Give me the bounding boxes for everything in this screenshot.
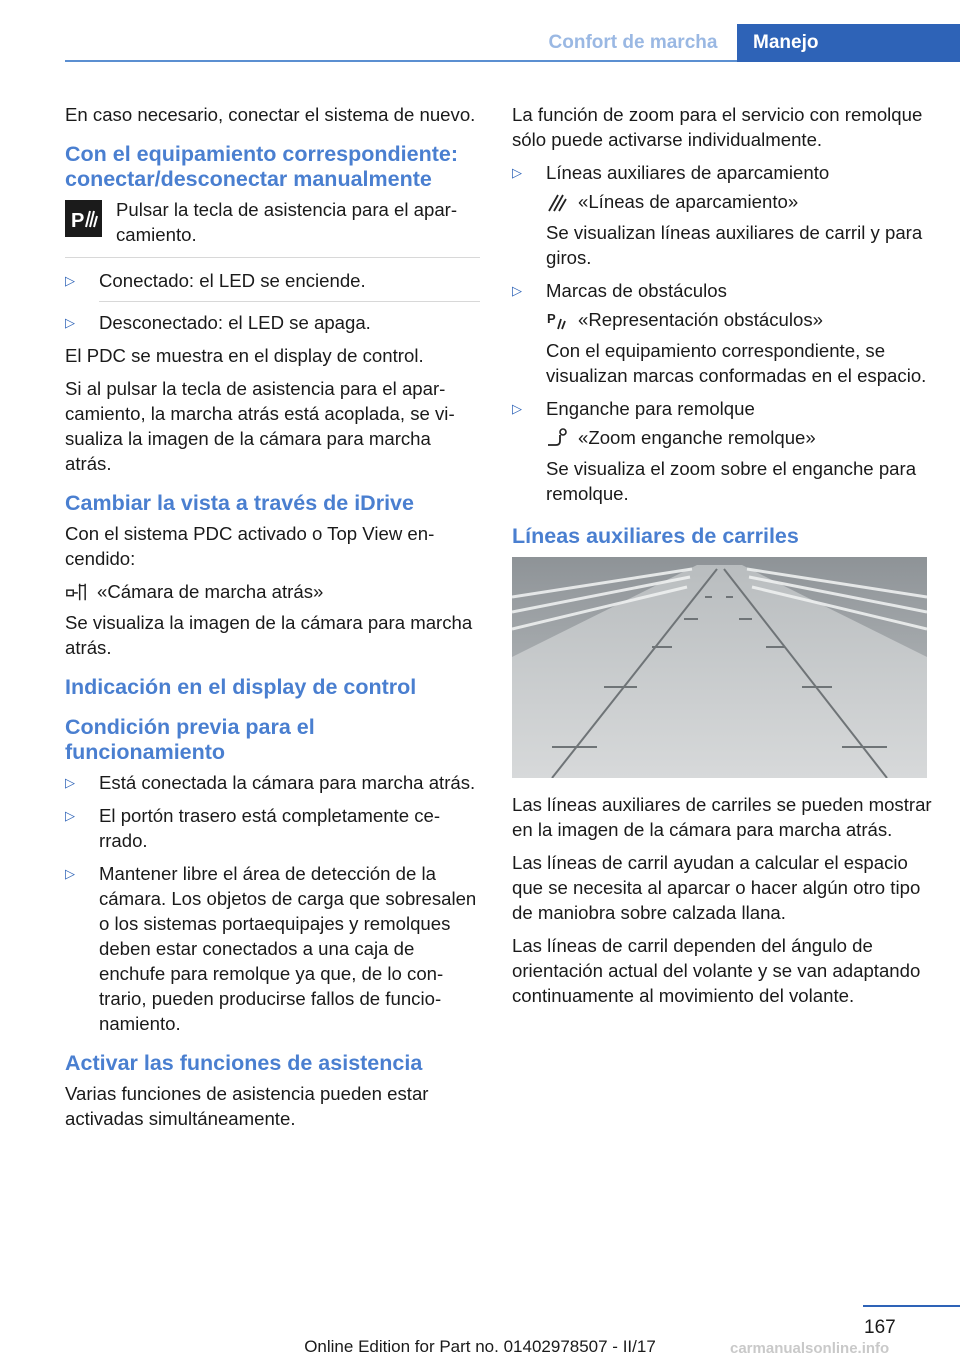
list-item-text: El portón trasero está completamente cerrado. [99,805,441,851]
parking-lines-icon [546,191,568,213]
heading-lanes: Líneas auxiliares de carriles [512,524,799,548]
list-item [65,861,480,1036]
menu-item-camera[interactable] [65,579,480,604]
list-item [65,310,480,335]
lane-lines-image [512,557,927,778]
paragraph: Las líneas de carril ayudan a calcular el espacio que se necesita al aparcar o hacer algún otro tipo de maniobra sobre calzada llana. [512,852,921,923]
parking-assist-key-icon [65,200,102,237]
heading-manual: Con el equipamiento correspondiente: conectar/desconectar manualmente [65,142,459,191]
key-text: Pulsar la tecla de asistencia para el aparcamiento. [116,199,458,245]
watermark: carmanualsonline.info [730,1340,890,1357]
menu-item-label: «Zoom enganche remolque» [578,427,816,448]
list-item-text: Mantener libre el área de detección de la cámara. Los objetos de carga que sobresalen o los sistemas portaequipajes y remolques deben estar conectados a una caja de enchufe para remolque ya que, de lo contrario, pueden producirse fallos de funcionamiento. [99,863,477,1034]
list-item-text: Conectado: el LED se enciende. [99,270,366,291]
bullet-triangle-icon: ▷ [65,808,75,823]
paragraph: Se visualiza la imagen de la cámara para marcha atrás. [65,612,473,658]
paragraph: El PDC se muestra en el display de control. [65,345,424,366]
paragraph: Con el sistema PDC activado o Top View encendido: [65,523,435,569]
bullet-triangle-icon: ▷ [65,273,75,288]
list-item [65,770,480,795]
key-instruction [65,197,480,247]
page-number: 167 [864,1317,896,1338]
list-item-title: Líneas auxiliares de aparcamiento [546,162,830,183]
list-item-text: Está conectada la cámara para marcha atrás. [99,772,476,793]
paragraph: Las líneas auxiliares de carriles se pueden mostrar en la imagen de la cámara para marcha atrás. [512,794,932,840]
paragraph: Las líneas de carril dependen del ángulo de orientación actual del volante y se van adaptando continuamente al movimiento del volante. [512,935,921,1006]
menu-item-hitch[interactable] [546,425,932,450]
paragraph: En caso necesario, conectar el sistema de nuevo. [65,104,476,125]
list-item-text: Desconectado: el LED se apaga. [99,312,371,333]
menu-item-obstacles[interactable] [546,307,932,332]
left-column [65,102,480,1139]
list-item-desc: Con el equipamiento correspondiente, se visualizan marcas conformadas en el espacio. [546,340,927,386]
paragraph: La función de zoom para el servicio con remolque sólo puede activarse individualmente. [512,104,923,150]
edition-footer: Online Edition for Part no. 01402978507 - II/17 [304,1337,656,1356]
bullet-triangle-icon: ▷ [65,775,75,790]
list-item-title: Enganche para remolque [546,398,755,419]
list-item [65,268,480,293]
heading-assist: Activar las funciones de asistencia [65,1051,423,1075]
list-item [512,396,932,506]
heading-idrive: Cambiar la vista a través de iDrive [65,491,414,515]
bullet-triangle-icon: ▷ [65,315,75,330]
paragraph: Si al pulsar la tecla de asistencia para el aparcamiento, la marcha atrás está acoplada, se visualiza la imagen de la cámara para marcha atrás. [65,378,455,474]
list-item-desc: Se visualiza el zoom sobre el enganche para remolque. [546,458,917,504]
hitch-zoom-icon [546,427,568,449]
bullet-triangle-icon: ▷ [512,283,522,298]
bullet-triangle-icon: ▷ [65,866,75,881]
menu-item-label: «Cámara de marcha atrás» [97,581,324,602]
tab-chapter[interactable]: Manejo [737,24,960,62]
bullet-triangle-icon: ▷ [512,165,522,180]
divider [99,301,480,302]
paragraph: Varias funciones de asistencia pueden estar activadas simultáneamente. [65,1083,429,1129]
rear-camera-icon [65,581,87,603]
divider [65,257,480,258]
list-item [512,278,932,388]
list-item [512,160,932,270]
heading-display: Indicación en el display de control [65,675,417,699]
list-item [65,803,480,853]
bullet-triangle-icon: ▷ [512,401,522,416]
heading-prereq: Condición previa para el funcionamiento [65,715,315,764]
obstacle-marks-icon [546,309,568,331]
menu-item-label: «Líneas de aparcamiento» [578,191,799,212]
footer-rule [863,1305,960,1307]
svg-text:P: P [547,310,556,326]
list-item-title: Marcas de obstáculos [546,280,727,301]
svg-text:P: P [71,210,85,232]
right-column [512,102,932,1016]
menu-item-parking-lines[interactable] [546,189,932,214]
tab-section[interactable]: Confort de marcha [548,32,718,53]
list-item-desc: Se visualizan líneas auxiliares de carril y para giros. [546,222,923,268]
menu-item-label: «Representación obstáculos» [578,309,823,330]
